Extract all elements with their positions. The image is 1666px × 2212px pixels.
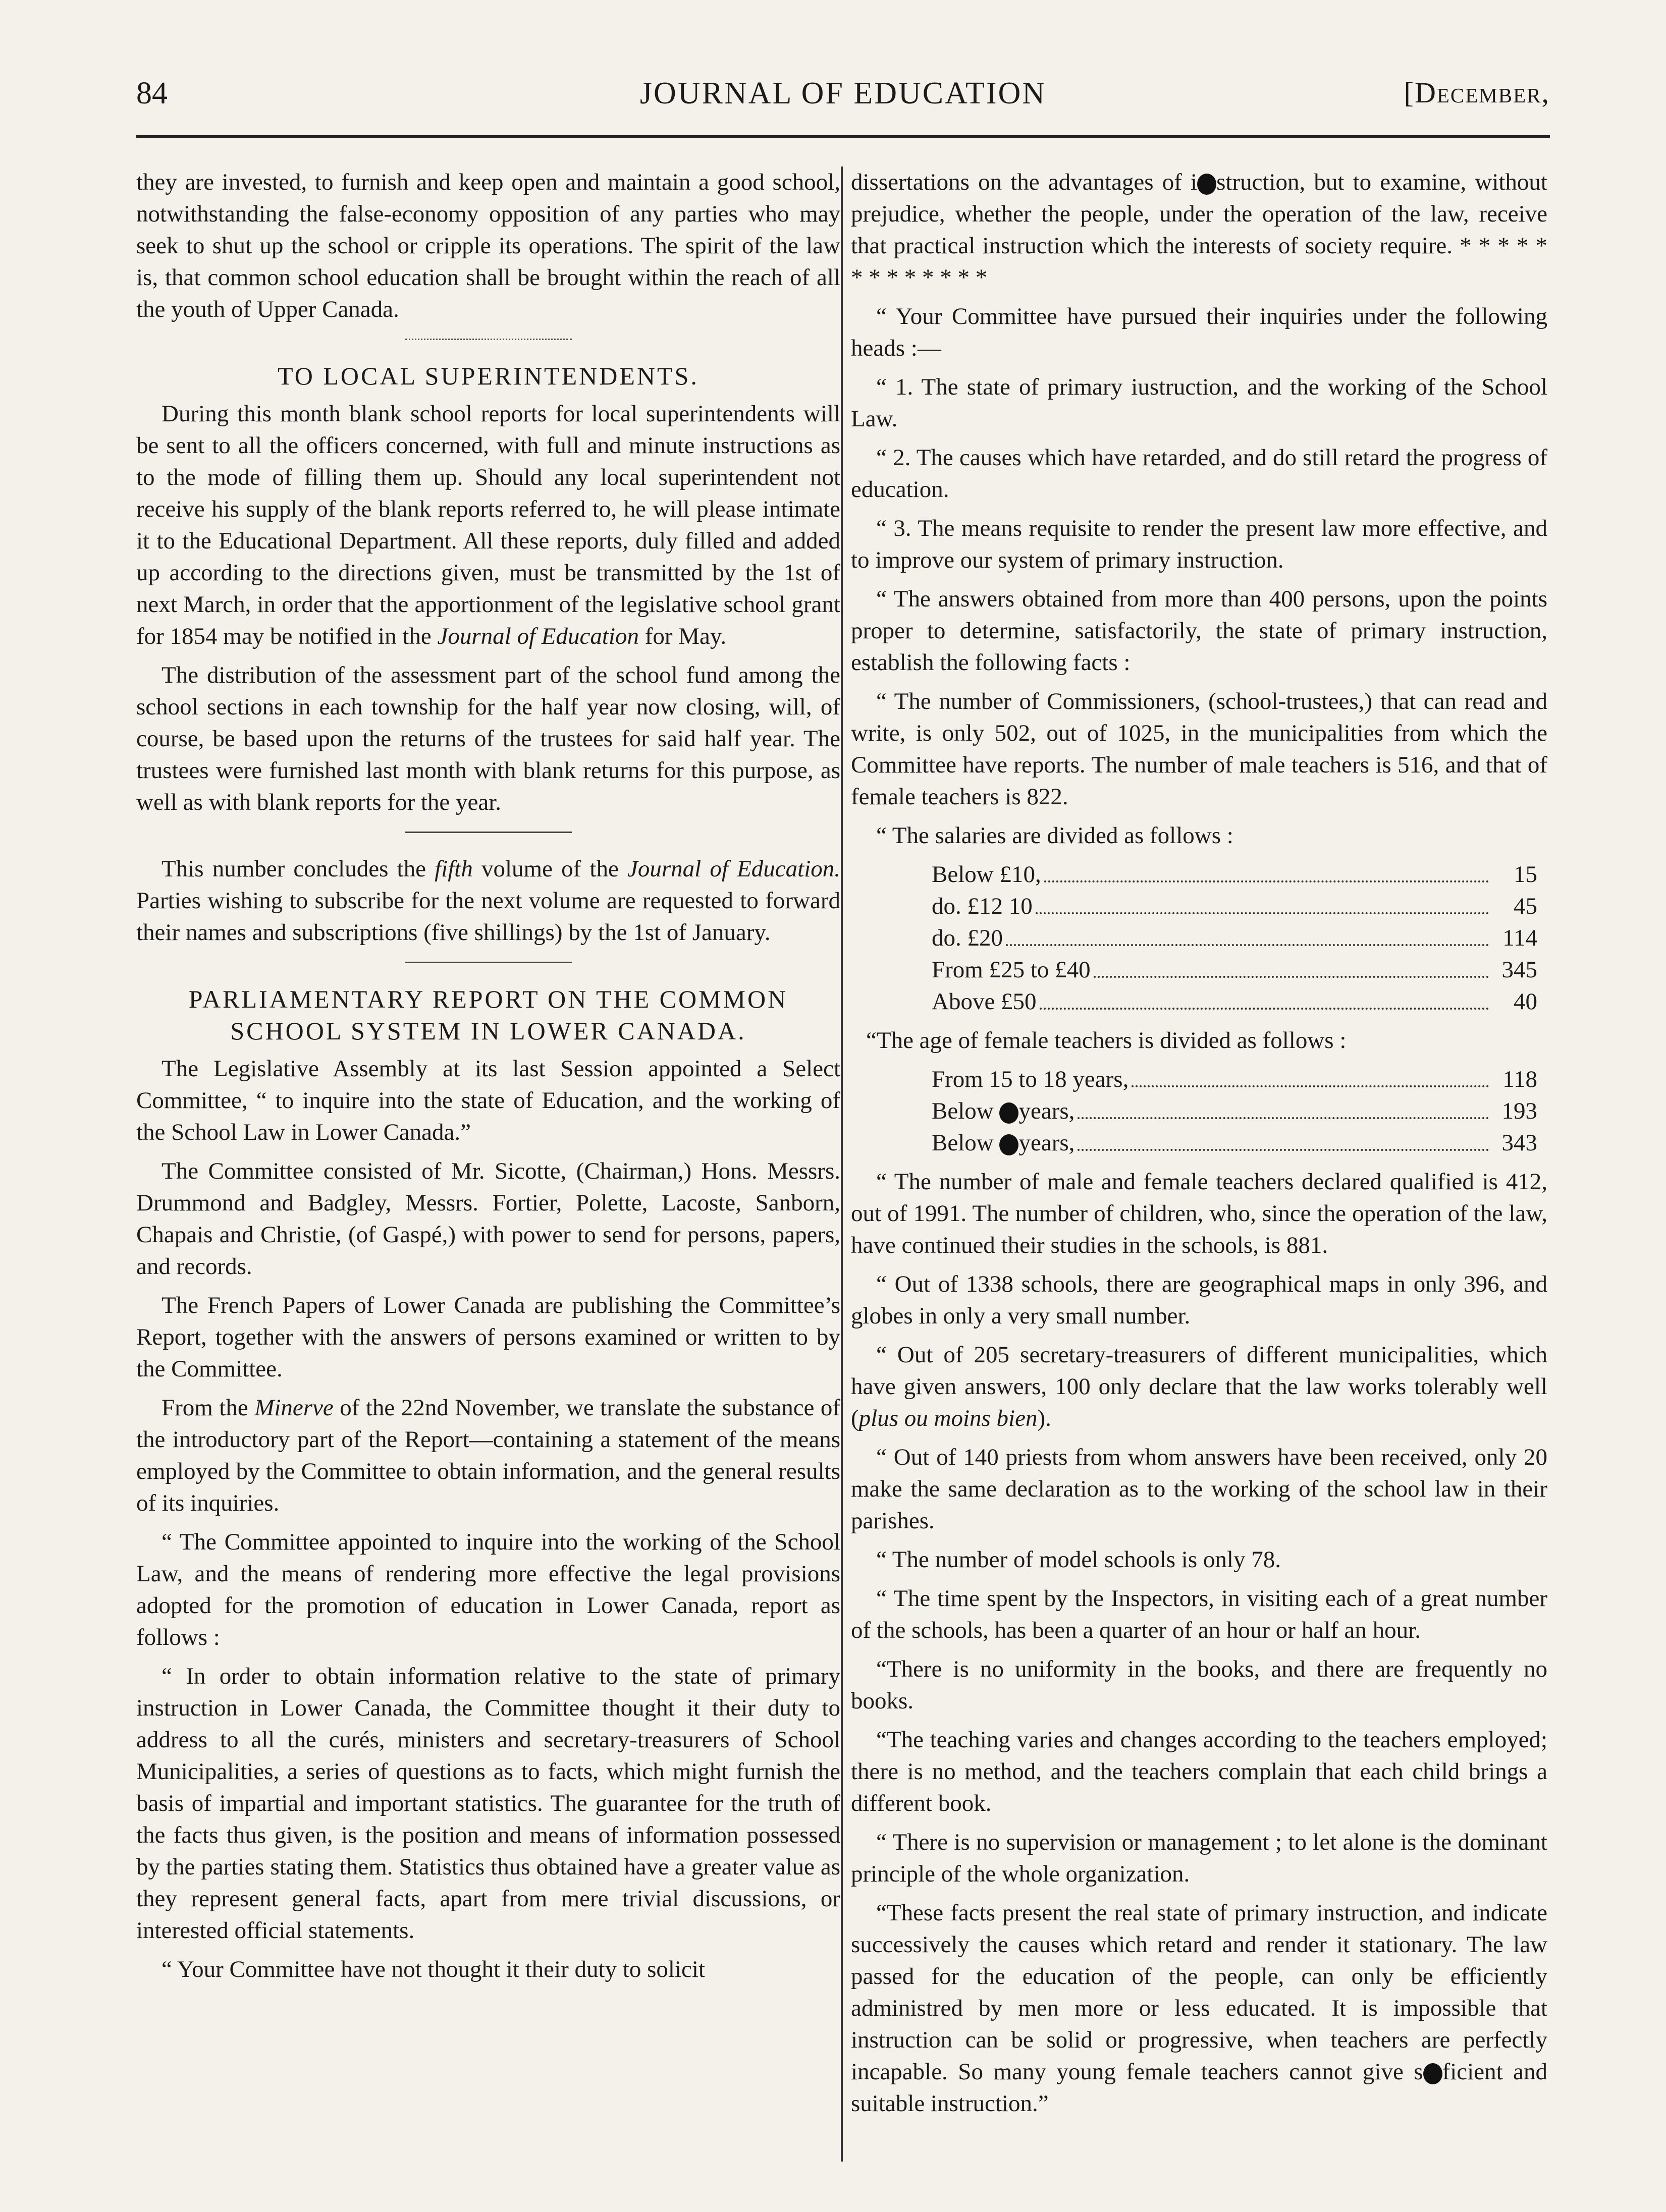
list-item bbox=[851, 1127, 1547, 1159]
right-column bbox=[851, 167, 1547, 2127]
volume-text-a: This number concludes the bbox=[162, 856, 426, 882]
age-label-a: Below bbox=[932, 1098, 1000, 1124]
age-label bbox=[932, 1127, 1074, 1159]
text-b: struction, but to examine, without prejudice, whether the people, under the operation of the law, receive that practical instruction which the interests of society require. bbox=[851, 169, 1547, 259]
section-divider bbox=[405, 832, 572, 833]
left-column bbox=[136, 167, 840, 1993]
report-paragraph-3: The French Papers of Lower Canada are publishing the Committee’s Report, together with the answers of persons examined or written to by the Committee. bbox=[136, 1292, 840, 1382]
journal-title: Journal of Education bbox=[437, 623, 639, 649]
teaching-paragraph: “The teaching varies and changes according to the teachers employed; there is no method, and the teachers complain that each child brings a different book. bbox=[851, 1727, 1547, 1816]
ink-blot bbox=[1423, 2063, 1442, 2084]
commissioners-paragraph: “ The number of Commissioners, (school-trustees,) that can read and write, is only 502, out of 1025, in the municipalities from which the Committee have reports. The number of male teachers is 516, and that of female teachers is 822. bbox=[851, 688, 1547, 810]
report-paragraph-7: “ Your Committee have not thought it their duty to solicit bbox=[162, 1956, 706, 1982]
list-item bbox=[851, 859, 1547, 891]
text-b: ficient and suitable instruction.” bbox=[851, 2059, 1547, 2117]
salaries-intro: “ The salaries are divided as follows : bbox=[876, 822, 1233, 849]
local-text: During this month blank school reports for local superintendents will be sent to all the officers concerned, with full and minute instructions as to the mode of filling them up. Should any local superintendent not receive his supply of the blank reports referred to, he will please intimate it to the Educational Department. All these reports, duly filled and added up according to the directions given, must be transmitted by the 1st of next March, in order that the apportionment of the legislative school grant for 1854 may be notified in the bbox=[136, 401, 840, 649]
age-intro: “The age of female teachers is divided as follows : bbox=[866, 1027, 1347, 1054]
header-rule bbox=[136, 135, 1550, 138]
list-item bbox=[851, 1095, 1547, 1127]
priests-paragraph: “ Out of 140 priests from whom answers have been received, only 20 make the same declaration as to the working of the school law in their parishes. bbox=[851, 1444, 1547, 1534]
list-item bbox=[851, 986, 1547, 1018]
leader-dots bbox=[1040, 986, 1489, 1010]
ink-blot bbox=[1197, 174, 1216, 195]
column-divider bbox=[841, 167, 843, 2162]
salary-count: 15 bbox=[1514, 861, 1537, 888]
asterisks: * * * * * * * * * * * * * bbox=[851, 233, 1548, 291]
age-label-a: Below bbox=[932, 1130, 1000, 1156]
answers-paragraph: “ The answers obtained from more than 400 persons, upon the points proper to determine, satisfactorily, the state of primary instruction, establish the following facts : bbox=[851, 586, 1547, 676]
books-paragraph: “There is no uniformity in the books, and there are frequently no books. bbox=[851, 1656, 1547, 1714]
report-text-a: From the bbox=[162, 1395, 248, 1421]
salary-count: 45 bbox=[1514, 893, 1537, 919]
age-list bbox=[851, 1064, 1547, 1159]
salary-label: Above £50 bbox=[932, 988, 1037, 1015]
section-divider bbox=[405, 962, 572, 963]
section-divider bbox=[405, 339, 572, 340]
model-schools-paragraph: “ The number of model schools is only 78. bbox=[876, 1546, 1281, 1573]
text-a: “These facts present the real state of primary instruction, and indicate successively the causes which retard and render it stationary. The law passed for the education of the people, can only be efficiently administred by men more or less educated. It is impossible that instruction can be solid or progressive, when teachers are perfectly incapable. So many young female teachers cannot give s bbox=[851, 1900, 1547, 2085]
running-header bbox=[136, 76, 1550, 126]
qualified-paragraph: “ The number of male and female teachers declared qualified is 412, out of 1991. The number of children, who, since the operation of the law, have continued their studies in the schools, is 881. bbox=[851, 1169, 1547, 1258]
continued-paragraph bbox=[851, 167, 1547, 294]
salary-count: 114 bbox=[1502, 925, 1537, 951]
page-number: 84 bbox=[136, 76, 168, 110]
continued-paragraph: they are invested, to furnish and keep open and maintain a good school, notwithstanding the false-economy opposition of any parties who may seek to shut up the school or cripple its operations. The spirit of the law is, that common school education shall be brought within the reach of all the youth of Upper Canada. bbox=[136, 169, 840, 322]
minerve-title: Minerve bbox=[254, 1395, 334, 1421]
head-2: “ 2. The causes which have retarded, and do still retard the progress of education. bbox=[851, 445, 1547, 503]
leader-dots bbox=[1036, 891, 1489, 914]
text-b: ). bbox=[1037, 1405, 1051, 1431]
facts-paragraph bbox=[851, 1897, 1547, 2120]
leader-dots bbox=[1078, 1095, 1489, 1119]
report-paragraph-5: “ The Committee appointed to inquire into the working of the School Law, and the means of rendering more effective the legal provisions adopted for the promotion of education in Lower Canada, report as follows : bbox=[136, 1529, 840, 1650]
volume-text-c: Parties wishing to subscribe for the next volume are requested to forward their names and subscriptions (five shillings) by the 1st of January. bbox=[136, 888, 840, 946]
supervision-paragraph: “ There is no supervision or management ; to let alone is the dominant principle of the whole organization. bbox=[851, 1829, 1547, 1887]
salary-label: From £25 to £40 bbox=[932, 957, 1091, 983]
inspectors-paragraph: “ The time spent by the Inspectors, in visiting each of a great number of the schools, has been a quarter of an hour or half an hour. bbox=[851, 1585, 1547, 1643]
text-a: “ Out of 205 secretary-treasurers of different municipalities, which have given answers, 100 only declare that the law works tolerably well ( bbox=[851, 1342, 1547, 1431]
heading-local-superintendents: TO LOCAL SUPERINTENDENTS. bbox=[278, 362, 699, 390]
report-paragraph-6: “ In order to obtain information relative to the state of primary instruction in Lower Canada, the Committee thought it their duty to address to all the curés, ministers and secretary-treasurers of School Municipalities, a series of questions as to facts, which might furnish the basis of impartial and important statistics. The guarantee for the truth of the facts thus given, is the position and means of information possessed by the parties stating them. Statistics thus obtained have a greater value as they represent general facts, apart from mere trivial discussions, or interested official statements. bbox=[136, 1663, 840, 1944]
list-item bbox=[851, 954, 1547, 986]
leader-dots bbox=[1044, 859, 1489, 882]
leader-dots bbox=[1078, 1127, 1489, 1151]
age-count: 118 bbox=[1502, 1066, 1537, 1092]
salary-count: 345 bbox=[1501, 957, 1537, 983]
age-label: From 15 to 18 years, bbox=[932, 1066, 1129, 1092]
report-text-b: of the 22nd November, we translate the substance of the introductory part of the Report—containing a statement of the means employed by the Committee to obtain information, and the general results of its inquiries. bbox=[136, 1395, 841, 1516]
age-label bbox=[932, 1095, 1074, 1127]
age-label-b: years, bbox=[1018, 1098, 1075, 1124]
treasurers-paragraph bbox=[851, 1339, 1547, 1434]
volume-text-b: volume of the bbox=[481, 856, 619, 882]
age-count: 193 bbox=[1501, 1098, 1537, 1124]
heading-parliamentary-report: PARLIAMENTARY REPORT ON THE COMMON SCHOOL SYSTEM IN LOWER CANADA. bbox=[188, 985, 788, 1045]
list-item bbox=[851, 922, 1547, 954]
local-text-end: for May. bbox=[644, 623, 727, 649]
leader-dots bbox=[1132, 1064, 1489, 1087]
volume-notice bbox=[136, 853, 840, 949]
salary-count: 40 bbox=[1514, 988, 1537, 1015]
salary-label: Below £10, bbox=[932, 861, 1041, 888]
head-3: “ 3. The means requisite to render the present law more effective, and to improve our system of primary instruction. bbox=[851, 515, 1547, 573]
heads-intro: “ Your Committee have pursued their inquiries under the following heads :— bbox=[851, 303, 1547, 361]
report-paragraph-2: The Committee consisted of Mr. Sicotte, (Chairman,) Hons. Messrs. Drummond and Badgley, Messrs. Fortier, Polette, Lacoste, Sanborn, Chapais and Christie, (of Gaspé,) with power to send for persons, papers, and records. bbox=[136, 1158, 840, 1280]
leader-dots bbox=[1094, 954, 1489, 978]
running-title: JOURNAL OF EDUCATION bbox=[639, 76, 1047, 110]
volume-journal-title: Journal of Education. bbox=[627, 856, 841, 882]
salary-label: do. £12 10 bbox=[932, 893, 1033, 919]
local-paragraph-2: The distribution of the assessment part of the school fund among the school sections in each township for the half year now closing, will, of course, be based upon the returns of the trustees for said half year. The trustees were furnished last month with blank returns for this purpose, as well as with blank reports for the year. bbox=[136, 662, 840, 815]
local-paragraph-1 bbox=[136, 398, 840, 652]
report-paragraph-1: The Legislative Assembly at its last Session appointed a Select Committee, “ to inquire into the state of Education, and the working of the School Law in Lower Canada.” bbox=[136, 1056, 840, 1145]
age-label-b: years, bbox=[1018, 1130, 1075, 1156]
leader-dots bbox=[1006, 922, 1489, 946]
age-count: 343 bbox=[1501, 1130, 1537, 1156]
salaries-list bbox=[851, 859, 1547, 1018]
list-item bbox=[851, 1064, 1547, 1095]
ink-blot bbox=[999, 1102, 1018, 1124]
list-item bbox=[851, 891, 1547, 922]
running-month: [December, bbox=[1404, 76, 1550, 109]
volume-fifth: fifth bbox=[435, 856, 473, 882]
report-paragraph-4 bbox=[136, 1392, 840, 1519]
ink-blot bbox=[999, 1134, 1018, 1155]
maps-paragraph: “ Out of 1338 schools, there are geographical maps in only 396, and globes in only a very small number. bbox=[851, 1271, 1547, 1329]
french-phrase: plus ou moins bien bbox=[858, 1405, 1038, 1431]
head-1: “ 1. The state of primary iustruction, and the working of the School Law. bbox=[851, 374, 1547, 432]
text-a: dissertations on the advantages of i bbox=[851, 169, 1198, 195]
salary-label: do. £20 bbox=[932, 925, 1003, 951]
